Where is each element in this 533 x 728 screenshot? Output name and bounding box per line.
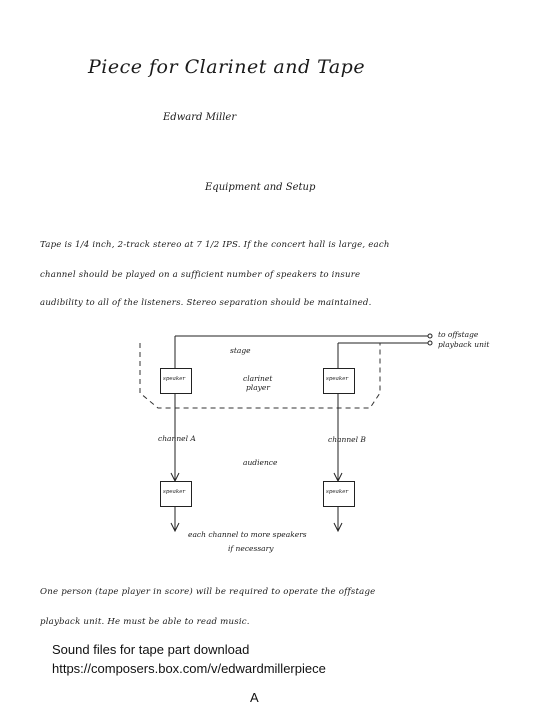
paragraph-line: Tape is 1/4 inch, 2-track stereo at 7 1/2 IPS. If the concert hall is large, each: [40, 240, 390, 250]
connector-jack: [428, 334, 432, 338]
speaker-box-left-stage: [160, 368, 192, 394]
speaker-note: if necessary: [228, 544, 274, 553]
clarinet-label: clarinet: [243, 374, 273, 383]
offstage-label: playback unit: [438, 340, 490, 349]
download-url[interactable]: https://composers.box.com/v/edwardmillerpiece: [52, 661, 326, 676]
paragraph-line: channel should be played on a sufficient number of speakers to insure: [40, 270, 361, 280]
speaker-box-right-stage: [323, 368, 355, 394]
paragraph-line: One person (tape player in score) will be required to operate the offstage: [40, 587, 376, 597]
download-note: Sound files for tape part download: [52, 642, 250, 657]
author-name: Edward Miller: [163, 112, 237, 123]
channel-b-label: channel B: [328, 435, 366, 444]
speaker-label: speaker: [326, 376, 349, 382]
stage-label: stage: [230, 346, 251, 355]
channel-a-label: channel A: [158, 434, 196, 443]
speaker-box-left-audience: [160, 481, 192, 507]
paragraph-line: audibility to all of the listeners. Stereo separation should be maintained.: [40, 298, 372, 308]
document-title: Piece for Clarinet and Tape: [88, 56, 366, 78]
page-letter: A: [250, 690, 259, 705]
speaker-label: speaker: [163, 376, 186, 382]
audience-label: audience: [243, 458, 278, 467]
offstage-label: to offstage: [438, 330, 479, 339]
speaker-label: speaker: [326, 489, 349, 495]
speaker-label: speaker: [163, 489, 186, 495]
connector-jack: [428, 341, 432, 345]
paragraph-line: playback unit. He must be able to read music.: [40, 617, 250, 627]
speaker-note: each channel to more speakers: [188, 530, 307, 539]
clarinet-label: player: [246, 383, 270, 392]
speaker-box-right-audience: [323, 481, 355, 507]
section-heading: Equipment and Setup: [205, 182, 316, 193]
